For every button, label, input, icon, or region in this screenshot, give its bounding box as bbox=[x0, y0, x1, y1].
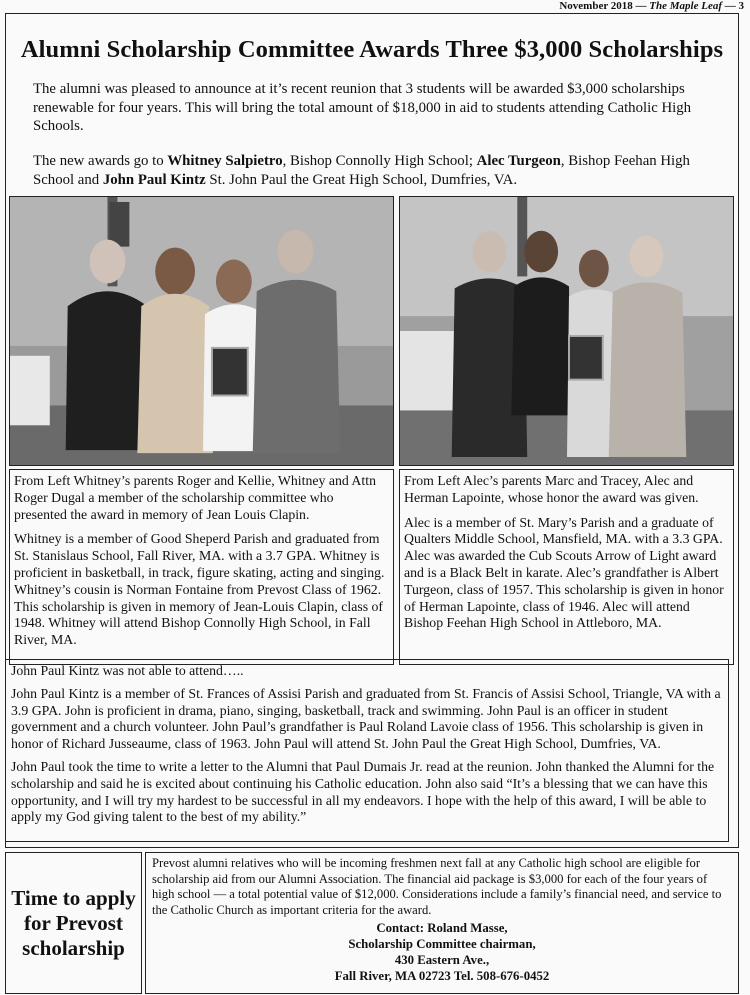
apply-heading: Time to apply for Prevost scholarship bbox=[11, 885, 136, 960]
contact-title: Scholarship Committee chairman, bbox=[348, 937, 536, 952]
alec-bio: Alec is a member of St. Mary’s Parish and a graduate of Qualters Middle School, Mansfield, MA. with a 3.3 GPA. Alec was awarded the Cub Scouts Arrow of Light award and is a Black Belt in karate. Alec’s grandfather is Albert Turgeon, class of 1957. This scholarship is given in honor of Herman Lapointe, class of 1946. Alec will attend Bishop Feehan High School in Attleboro, MA. bbox=[404, 514, 724, 631]
article-title: Alumni Scholarship Committee Awards Three $3,000 Scholarships bbox=[20, 36, 724, 63]
page-number: — 3 bbox=[722, 0, 744, 12]
awards-paragraph bbox=[33, 152, 733, 189]
article-intro: The alumni was pleased to announce at it’s recent reunion that 3 students will be awarded $3,000 scholarships renewable for four years. This will bring the total amount of $18,000 in aid to students attending Catholic High Schools. bbox=[33, 81, 692, 134]
photo-alec-award bbox=[399, 196, 734, 466]
john-paul-letter: John Paul took the time to write a letter to the Alumni that Paul Dumais Jr. read at the reunion. John thanked the Alumni for the scholarship and said he is excited about continuing his Catholic education. John also said “It’s a blessing that we can have this opportunity, and I will try my hardest to be successful in all my endeavors. I hope with the help of this award, I will be able to apply my God giving talent to the best of my ability.” bbox=[11, 758, 715, 825]
apply-heading-box bbox=[5, 852, 142, 994]
scholarship-info-text: Prevost alumni relatives who will be incoming freshmen next fall at any Catholic high school are eligible for scholarship aid from our Alumni Association. The financial aid package is $3,000 for each of the four years of high school — a total potential value of $12,000. Considerations include a family’s financial need, and service to the Catholic Church as important criteria for the award. bbox=[152, 856, 722, 917]
awards-prefix: The new awards go to bbox=[33, 153, 168, 169]
whitney-bio: Whitney is a member of Good Sheperd Parish and graduated from St. Stanislaus School, Fall River, MA. with a 3.7 GPA. Whitney is proficient in basketball, in track, figure skating, acting and singing. Whitney’s cousin is Norman Fontaine from Prevost Class of 1962. This scholarship is given in memory of Jean-Louis Clapin, class of 1948. Whitney will attend Bishop Connolly High School, in Fall River, MA. bbox=[14, 531, 385, 648]
publication-name: The Maple Leaf bbox=[649, 0, 722, 12]
contact-block bbox=[152, 920, 732, 984]
whitney-text-box bbox=[9, 469, 394, 665]
contact-name: Contact: Roland Masse, bbox=[376, 921, 508, 936]
winner-name-john-paul: John Paul Kintz bbox=[102, 171, 206, 188]
page-header bbox=[559, 0, 744, 12]
john-paul-intro: John Paul Kintz was not able to attend….. bbox=[11, 663, 244, 678]
winner-school-whitney: , Bishop Connolly High School; bbox=[282, 153, 477, 169]
winner-name-whitney: Whitney Salpietro bbox=[167, 153, 283, 169]
issue-date: November 2018 — bbox=[559, 0, 650, 12]
contact-city-phone: Fall River, MA 02723 Tel. 508-676-0452 bbox=[334, 969, 550, 984]
photo-whitney-award bbox=[9, 196, 394, 466]
alec-text-box bbox=[399, 469, 734, 665]
winner-school-alec: , Bishop Feehan High School and bbox=[33, 153, 690, 188]
winner-name-alec: Alec Turgeon bbox=[476, 153, 561, 169]
john-paul-bio: John Paul Kintz is a member of St. Frances of Assisi Parish and graduated from St. Francis of Assisi School, Triangle, VA with a 3.9 GPA. John is proficient in drama, piano, singing, basketball, track and swimming. John Paul is an officer in student government and a church volunteer. John Paul’s grandfather is Paul Roland Lavoie class of 1956. This scholarship is given in honor of Richard Jusseaume, class of 1963. John Paul will attend St. John Paul the Great High School, Dumfries, VA. bbox=[11, 685, 721, 752]
whitney-caption: From Left Whitney’s parents Roger and Kellie, Whitney and Attn Roger Dugal a member of the scholarship committee who presented the award in memory of Jean Louis Clapin. bbox=[14, 473, 376, 522]
john-paul-text-box bbox=[5, 659, 729, 842]
scholarship-info-box bbox=[145, 852, 739, 994]
contact-address: 430 Eastern Ave., bbox=[394, 953, 490, 968]
winner-school-john-paul: St. John Paul the Great High School, Dumfries, VA. bbox=[205, 171, 518, 188]
alec-caption: From Left Alec’s parents Marc and Tracey, Alec and Herman Lapointe, whose honor the award was given. bbox=[404, 473, 699, 505]
